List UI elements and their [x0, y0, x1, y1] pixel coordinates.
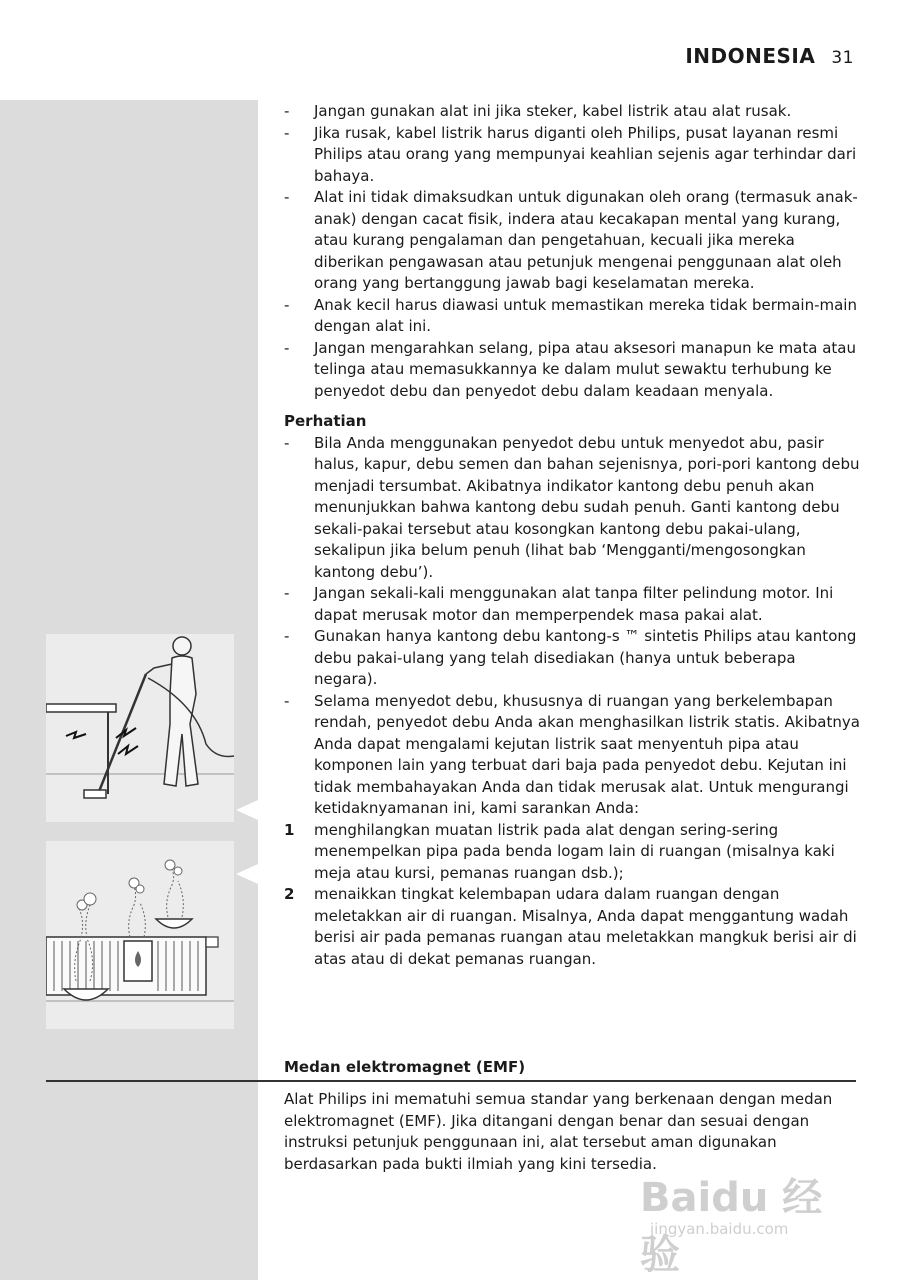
numbered-step [284, 820, 860, 885]
bullet-dash: - [284, 433, 290, 452]
caution-item [284, 583, 860, 626]
emf-heading: Medan elektromagnet (EMF) [284, 1058, 526, 1076]
pointer-triangle [236, 864, 258, 884]
bullet-dash: - [284, 123, 290, 142]
illustration-radiator-humidity [46, 841, 234, 1029]
bullet-dash: - [284, 295, 290, 314]
language-label: INDONESIA [685, 44, 816, 68]
step-text: menghilangkan muatan listrik pada alat dengan sering-sering menempelkan pipa pada benda logam lain di ruangan (misalnya kaki meja atau kursi, pemanas ruangan dsb.); [314, 820, 835, 882]
bullet-dash: - [284, 584, 290, 602]
warning-item [284, 338, 860, 403]
caution-item [284, 626, 860, 691]
caution-text: Gunakan hanya kantong debu kantong-s ™ sintetis Philips atau kantong debu pakai-ulang yang telah disediakan (hanya untuk beberapa negara). [314, 627, 857, 688]
caution-text: Jangan sekali-kali menggunakan alat tanpa filter pelindung motor. Ini dapat merusak motor dan memperpendek masa pakai alat. [314, 584, 834, 624]
illustration-static-shock [46, 634, 234, 822]
bullet-dash: - [284, 102, 290, 120]
warning-text: Alat ini tidak dimaksudkan untuk digunakan oleh orang (termasuk anak-anak) dengan cacat fisik, indera atau kecakapan mental yang kurang, atau kurang pengalaman dan pengetahuan, kecuali jika mereka diberikan pengawasan atau petunjuk mengenai penggunaan alat oleh orang yang bertanggung jawab bagi keselamatan mereka. [314, 188, 858, 292]
pointer-triangle [236, 800, 258, 820]
warning-item [284, 295, 860, 338]
step-text: menaikkan tingkat kelembapan udara dalam ruangan dengan meletakkan air di ruangan. Misalnya, Anda dapat menggantung wadah berisi air pada pemanas ruangan atau meletakkan mangkuk berisi air di atas atau di dekat pemanas ruangan. [314, 885, 857, 968]
watermark-url: jingyan.baidu.com [650, 1220, 789, 1238]
warning-text: Anak kecil harus diawasi untuk memastikan mereka tidak bermain-main dengan alat ini. [314, 295, 857, 335]
caution-item [284, 433, 860, 584]
page-header [685, 44, 854, 68]
main-content [284, 101, 860, 970]
bullet-dash: - [284, 188, 290, 206]
emf-paragraph: Alat Philips ini mematuhi semua standar yang berkenaan dengan medan elektromagnet (EMF). Jika ditangani dengan benar dan sesuai dengan instruksi petunjuk penggunaan ini, alat tersebut aman digunakan berdasarkan pada bukti ilmiah yang kini tersedia. [284, 1090, 833, 1173]
warning-item [284, 187, 860, 295]
bullet-dash: - [284, 338, 290, 357]
caution-text: Selama menyedot debu, khususnya di ruangan yang berkelembapan rendah, penyedot debu Anda akan menghasilkan listrik statis. Akibatnya Anda dapat mengalami kejutan listrik saat menyentuh pipa atau komponen lain yang terbuat dari baja pada penyedot debu. Kejutan ini tidak membahayakan Anda dan tidak merusak alat. Untuk mengurangi ketidaknyamanan ini, kami sarankan Anda: [314, 691, 860, 817]
caution-text: Bila Anda menggunakan penyedot debu untuk menyedot abu, pasir halus, kapur, debu semen dan bahan sejenisnya, pori-pori kantong debu menjadi tersumbat. Akibatnya indikator kantong debu penuh akan menunjukkan bahwa kantong debu sudah penuh. Ganti kantong debu sekali-pakai tersebut atau kosongkan kantong debu pakai-ulang, sekalipun jika belum penuh (lihat bab ‘Mengganti/mengosongkan kantong debu’). [314, 433, 860, 581]
watermark-logo: Baidu 经验 [640, 1175, 823, 1278]
step-number: 2 [284, 885, 295, 903]
warning-text: Jika rusak, kabel listrik harus diganti oleh Philips, pusat layanan resmi Philips atau orang yang mempunyai keahlian sejenis agar terhindar dari bahaya. [314, 123, 857, 185]
step-number: 1 [284, 820, 295, 839]
section-divider [46, 1080, 856, 1082]
warning-item [284, 101, 860, 123]
numbered-step [284, 884, 860, 970]
warning-item [284, 123, 860, 188]
bullet-dash: - [284, 627, 290, 645]
caution-heading: Perhatian [284, 412, 367, 430]
baidu-watermark [640, 1150, 850, 1278]
warning-text: Jangan gunakan alat ini jika steker, kabel listrik atau alat rusak. [314, 102, 792, 120]
warning-text: Jangan mengarahkan selang, pipa atau aksesori manapun ke mata atau telinga atau memasukkannya ke dalam mulut sewaktu terhubung ke penyedot debu dan penyedot debu dalam keadaan menyala. [314, 338, 856, 400]
page-number: 31 [831, 48, 854, 68]
caution-item [284, 691, 860, 820]
bullet-dash: - [284, 691, 290, 710]
